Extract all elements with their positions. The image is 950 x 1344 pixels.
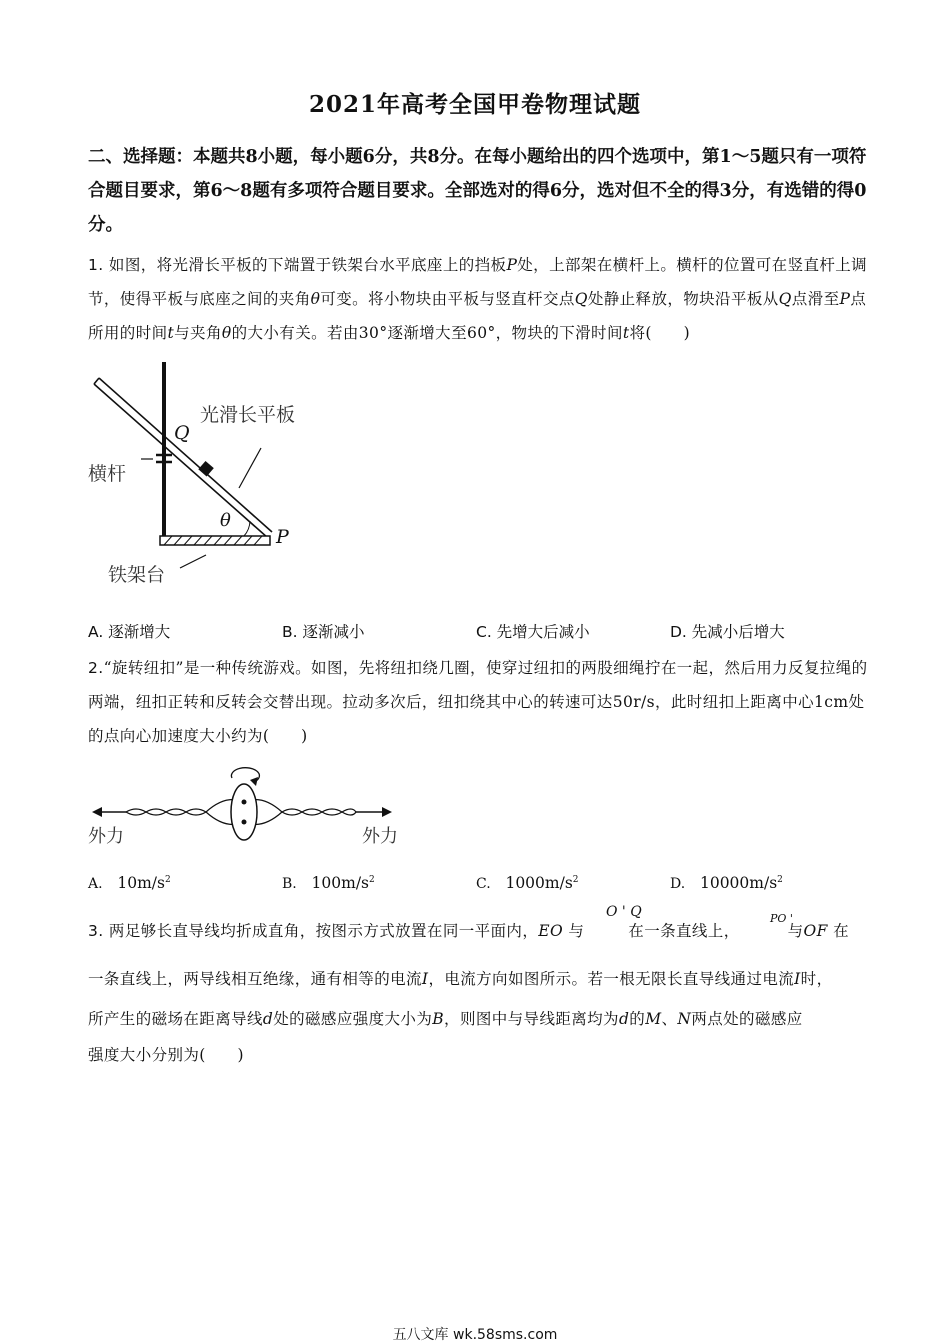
question-number: 1. — [88, 256, 104, 274]
question-number: 2. — [88, 659, 104, 677]
q1-option-b[interactable]: B. 逐渐减小 — [282, 623, 365, 641]
label-OQ: O ' Q — [606, 904, 642, 920]
label-rod: 横杆 — [88, 463, 127, 485]
label-stand: 铁架台 — [108, 564, 166, 586]
question-3-line-3: 所产生的磁场在距离导线d处的磁感应强度大小为B，则图中与导线距离均为d的M、N两点处的磁感应 — [88, 1010, 803, 1028]
button-diagram — [86, 764, 406, 854]
q2-option-a[interactable]: A. $10m/s^2$ — [88, 874, 171, 892]
q1-option-d[interactable]: D. 先减小后增大 — [670, 623, 785, 641]
question-number: 3. — [88, 922, 104, 940]
question-3-line-4: 强度大小分别为( ) — [88, 1046, 244, 1064]
section-heading: 二、选择题：本题共8小题，每小题6分，共8分。在每小题给出的四个选项中，第1～5题只有一项符合题目要求，第6～8题有多项符合题目要求。全部选对的得6分，选对但不全的得3分，有选错的得0分。 — [88, 147, 867, 235]
question-3-line-2: 一条直线上，两导线相互绝缘，通有相等的电流I，电流方向如图所示。若一根无限长直导线通过电流I时， — [88, 970, 833, 988]
label-force-left: 外力 — [88, 826, 124, 847]
figure-button — [86, 764, 406, 854]
q1-option-a[interactable]: A. 逐渐增大 — [88, 623, 171, 641]
question-3-line-1: 3. 两足够长直导线均折成直角，按图示方式放置在同一平面内，EO 与 在一条直线上， 与OF 在 — [88, 922, 850, 940]
label-force-right: 外力 — [362, 826, 398, 847]
footer-watermark: 五八文库 wk.58sms.com — [392, 1327, 558, 1343]
q1-option-c[interactable]: C. 先增大后减小 — [476, 623, 590, 641]
page-title: 2021年高考全国甲卷物理试题 — [308, 91, 641, 118]
label-Q: Q — [174, 422, 190, 444]
label-PO: PO ' — [770, 912, 793, 925]
q1-options — [88, 620, 868, 644]
q2-option-c[interactable]: C. $1000m/s^2$ — [476, 874, 579, 892]
q2-option-d[interactable]: D. $10000m/s^2$ — [670, 874, 783, 892]
q2-option-b[interactable]: B. $100m/s^2$ — [282, 874, 375, 892]
label-theta: θ — [220, 510, 231, 531]
figure-incline — [86, 356, 326, 596]
label-plate: 光滑长平板 — [200, 404, 296, 426]
question-1: 1. 如图，将光滑长平板的下端置于铁架台水平底座上的挡板P处，上部架在横杆上。横杆的位置可在竖直杆上调节，使得平板与底座之间的夹角θ可变。将小物块由平板与竖直杆交点Q处静止释放，物块沿平板从Q点滑至P点所用的时间t与夹角θ的大小有关。若由30°逐渐增大至60°，物块的下滑时间t将( ) — [88, 256, 868, 342]
q2-options — [88, 874, 868, 898]
question-2: 2.“旋转纽扣”是一种传统游戏。如图，先将纽扣绕几圈，使穿过纽扣的两股细绳拧在一起，然后用力反复拉绳的两端，纽扣正转和反转会交替出现。拉动多次后，纽扣绕其中心的转速可达50r/s，此时纽扣上距离中心1cm处的点向心加速度大小约为( ) — [88, 659, 868, 745]
label-P: P — [276, 526, 289, 548]
